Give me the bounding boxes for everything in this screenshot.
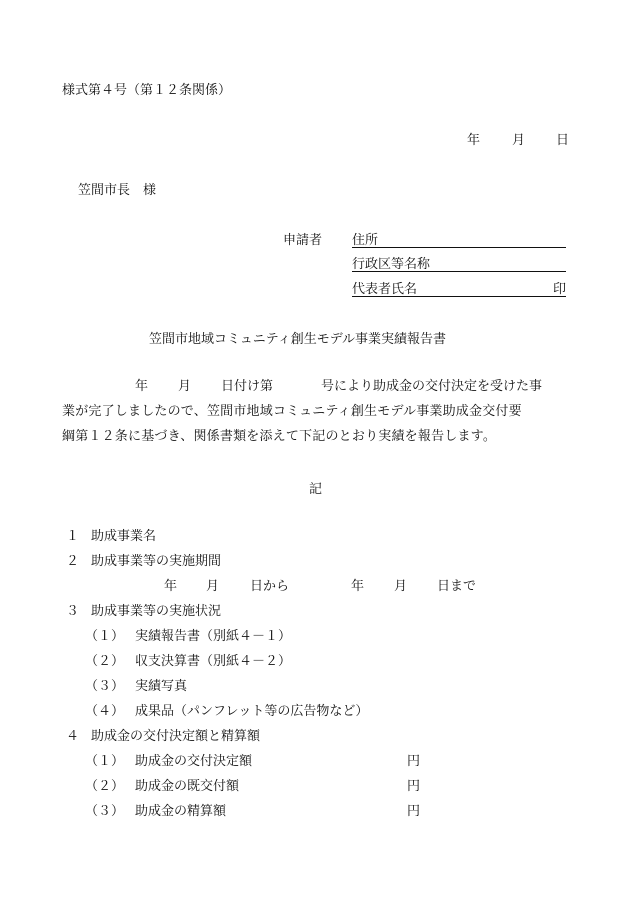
- address-underline: [352, 247, 566, 248]
- item-3-sub-4-number: （４）: [85, 704, 125, 719]
- item-3-sub-2-label: 収支決算書（別紙４－２）: [135, 654, 292, 669]
- item-4-sub-3-unit: 円: [407, 804, 421, 819]
- item-4-number: ４: [66, 729, 80, 744]
- date-month-label: 月: [512, 133, 526, 148]
- item-2-label: 助成事業等の実施期間: [91, 554, 222, 569]
- addressee: 笠間市長 様: [78, 183, 157, 198]
- body-line3: 綱第１２条に基づき、関係書類を添えて下記のとおり実績を報告します。: [62, 429, 497, 444]
- applicant-label: 申請者: [283, 233, 323, 248]
- item-3-sub-3-number: （３）: [85, 679, 125, 694]
- body-line1-rest: 号により助成金の交付決定を受けた事: [321, 379, 543, 394]
- item-4-sub-2-label: 助成金の既交付額: [135, 779, 240, 794]
- date-day-label: 日: [556, 133, 570, 148]
- item-4-sub-2-number: （２）: [85, 779, 125, 794]
- item-2-number: ２: [66, 554, 80, 569]
- item-4-sub-3-label: 助成金の精算額: [135, 804, 227, 819]
- form-label: 様式第４号（第１２条関係）: [62, 83, 232, 98]
- item-4-label: 助成金の交付決定額と精算額: [91, 729, 261, 744]
- period-end-year: 年: [351, 579, 365, 594]
- district-name-underline: [352, 271, 566, 272]
- item-3-sub-4-label: 成果品（パンフレット等の広告物など）: [135, 704, 369, 719]
- period-start-month: 月: [206, 579, 220, 594]
- district-name-label: 行政区等名称: [352, 257, 431, 272]
- item-4-sub-3-number: （３）: [85, 804, 125, 819]
- address-label: 住所: [352, 233, 379, 248]
- item-4-sub-2-unit: 円: [407, 779, 421, 794]
- ki-heading: 記: [309, 482, 323, 497]
- item-3-sub-1-label: 実績報告書（別紙４－１）: [135, 629, 292, 644]
- body-line2: 業が完了しましたので、笠間市地域コミュニティ創生モデル事業助成金交付要: [62, 404, 522, 419]
- period-end-month: 月: [394, 579, 408, 594]
- document-title: 笠間市地域コミュニティ創生モデル事業実績報告書: [149, 332, 447, 347]
- representative-label: 代表者氏名: [352, 282, 418, 297]
- item-4-sub-1-label: 助成金の交付決定額: [135, 754, 253, 769]
- item-3-label: 助成事業等の実施状況: [91, 604, 222, 619]
- body-year: 年: [135, 379, 149, 394]
- item-3-sub-1-number: （１）: [85, 629, 125, 644]
- body-month: 月: [178, 379, 192, 394]
- period-start-year: 年: [164, 579, 178, 594]
- item-4-sub-1-number: （１）: [85, 754, 125, 769]
- seal-mark: 印: [553, 282, 567, 297]
- date-year-label: 年: [467, 133, 481, 148]
- item-1-label: 助成事業名: [91, 529, 157, 544]
- period-end-day: 日まで: [437, 579, 477, 594]
- item-3-sub-3-label: 実績写真: [135, 679, 188, 694]
- item-4-sub-1-unit: 円: [407, 754, 421, 769]
- period-start-day: 日から: [250, 579, 290, 594]
- item-3-number: ３: [66, 604, 80, 619]
- item-1-number: １: [66, 529, 80, 544]
- body-day-no: 日付け第: [221, 379, 274, 394]
- representative-underline: [352, 296, 566, 297]
- item-3-sub-2-number: （２）: [85, 654, 125, 669]
